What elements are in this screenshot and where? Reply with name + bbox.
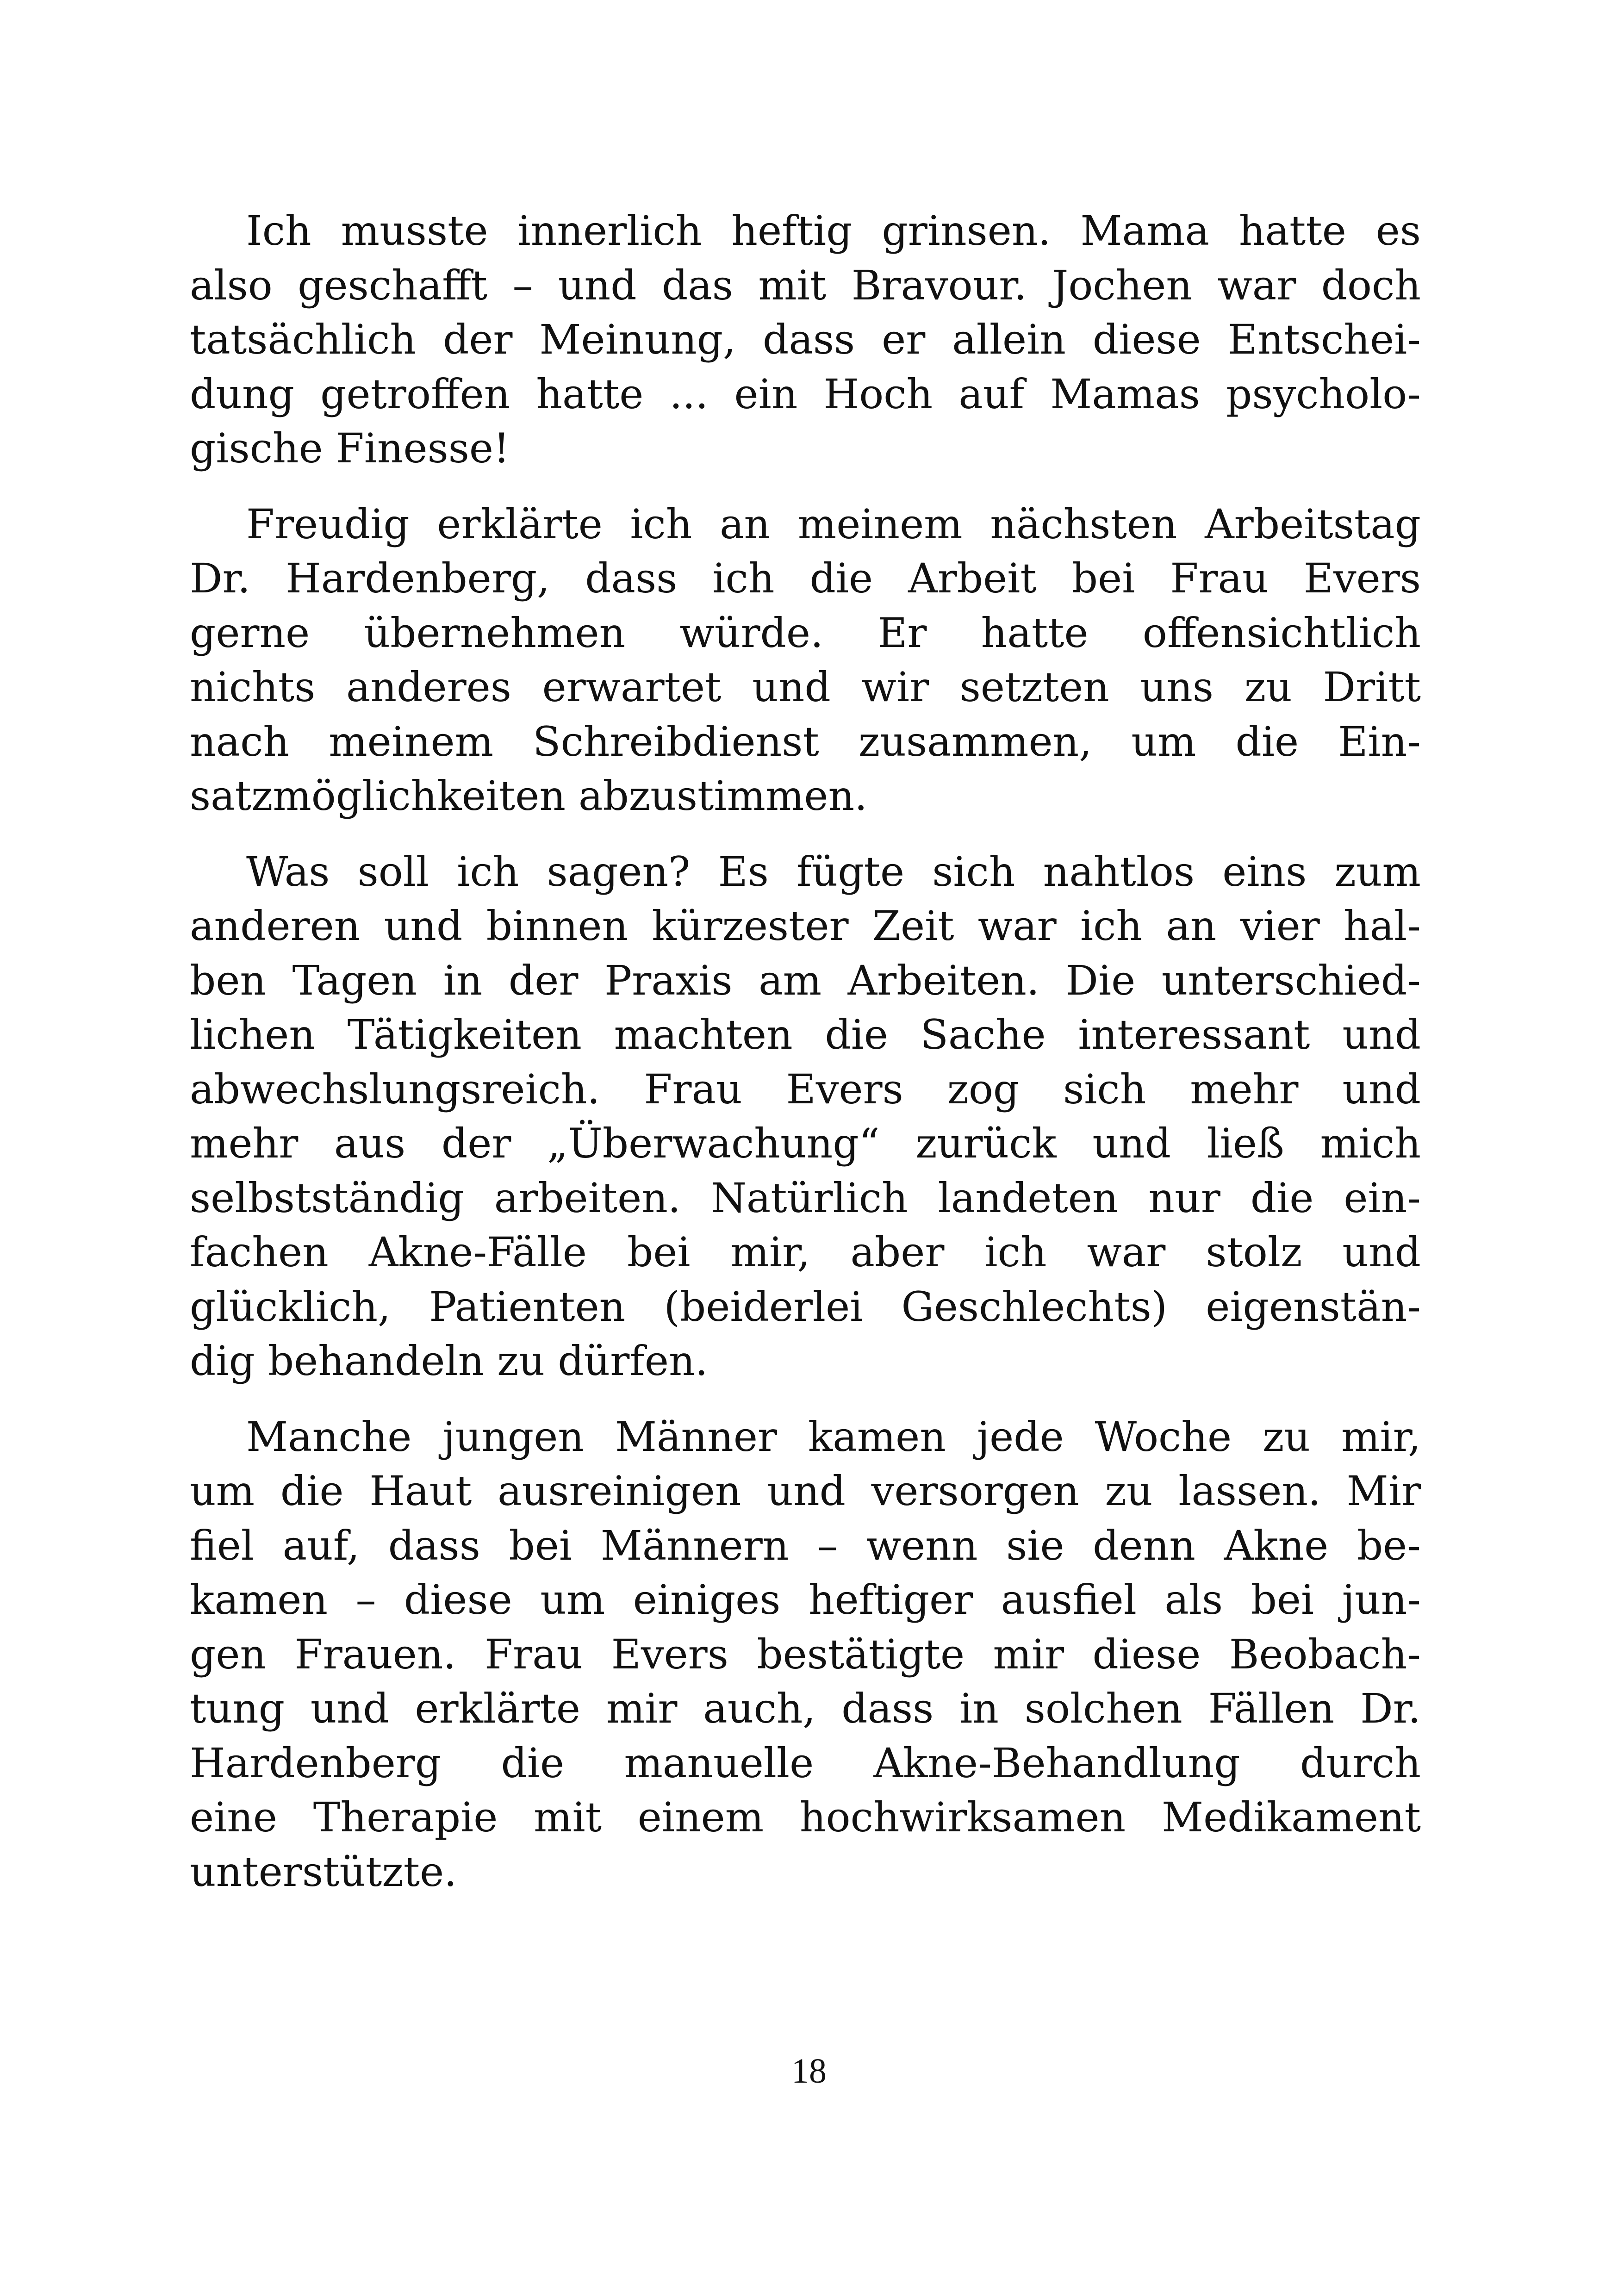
text-line: Ich musste innerlich heftig grinsen. Mama hatte es <box>246 207 1421 255</box>
text-line: Freudig erklärte ich an meinem nächsten Arbeitstag <box>246 500 1421 548</box>
text-line: abwechslungsreich. Frau Evers zog sich mehr und <box>190 1065 1421 1113</box>
text-line: unterstützte. <box>190 1848 457 1896</box>
text-line: nichts anderes erwartet und wir setzten uns zu Dritt <box>190 663 1421 711</box>
body-text <box>190 204 1421 1920</box>
text-line: nach meinem Schreibdienst zusammen, um die Ein- <box>190 717 1421 765</box>
text-line: tatsächlich der Meinung, dass er allein diese Entschei- <box>190 316 1421 363</box>
paragraph-4 <box>190 1410 1421 1899</box>
text-line: kamen – diese um einiges heftiger ausfiel als bei jun- <box>190 1576 1421 1624</box>
text-line: selbstständig arbeiten. Natürlich landeten nur die ein- <box>190 1174 1421 1222</box>
text-line: gen Frauen. Frau Evers bestätigte mir diese Beobach- <box>190 1630 1421 1678</box>
text-line: Was soll ich sagen? Es fügte sich nahtlos eins zum <box>246 847 1421 896</box>
text-line: Manche jungen Männer kamen jede Woche zu mir, <box>246 1412 1421 1461</box>
text-line: lichen Tätigkeiten machten die Sache interessant und <box>190 1011 1421 1058</box>
text-line: glücklich, Patienten (beiderlei Geschlechts) eigenstän- <box>190 1282 1421 1331</box>
text-line: dig behandeln zu dürfen. <box>190 1337 708 1385</box>
text-line: anderen und binnen kürzester Zeit war ich an vier hal- <box>190 902 1421 950</box>
text-line: tung und erklärte mir auch, dass in solchen Fällen Dr. <box>190 1685 1421 1732</box>
text-line: gische Finesse! <box>190 424 510 472</box>
text-line: gerne übernehmen würde. Er hatte offensichtlich <box>190 609 1421 657</box>
text-line: also geschafft – und das mit Bravour. Jochen war doch <box>190 261 1421 309</box>
text-line: Dr. Hardenberg, dass ich die Arbeit bei Frau Evers <box>190 554 1421 602</box>
text-line: dung getroffen hatte ... ein Hoch auf Mamas psycholo- <box>190 370 1421 418</box>
text-line: satzmöglichkeiten abzustimmen. <box>190 772 868 820</box>
page-number: 18 <box>791 2052 827 2091</box>
text-line: fiel auf, dass bei Männern – wenn sie denn Akne be- <box>190 1521 1421 1569</box>
text-line: fachen Akne-Fälle bei mir, aber ich war stolz und <box>190 1228 1421 1276</box>
paragraph-1 <box>190 204 1421 476</box>
paragraph-3 <box>190 845 1421 1388</box>
text-line: Hardenberg die manuelle Akne-Behandlung durch <box>190 1739 1421 1787</box>
text-line: ben Tagen in der Praxis am Arbeiten. Die unterschied- <box>190 956 1421 1004</box>
paragraph-2 <box>190 497 1421 823</box>
text-line: eine Therapie mit einem hochwirksamen Medikament <box>190 1793 1421 1841</box>
text-line: mehr aus der „Überwachung“ zurück und ließ mich <box>190 1120 1421 1167</box>
text-line: um die Haut ausreinigen und versorgen zu lassen. Mir <box>190 1467 1421 1515</box>
